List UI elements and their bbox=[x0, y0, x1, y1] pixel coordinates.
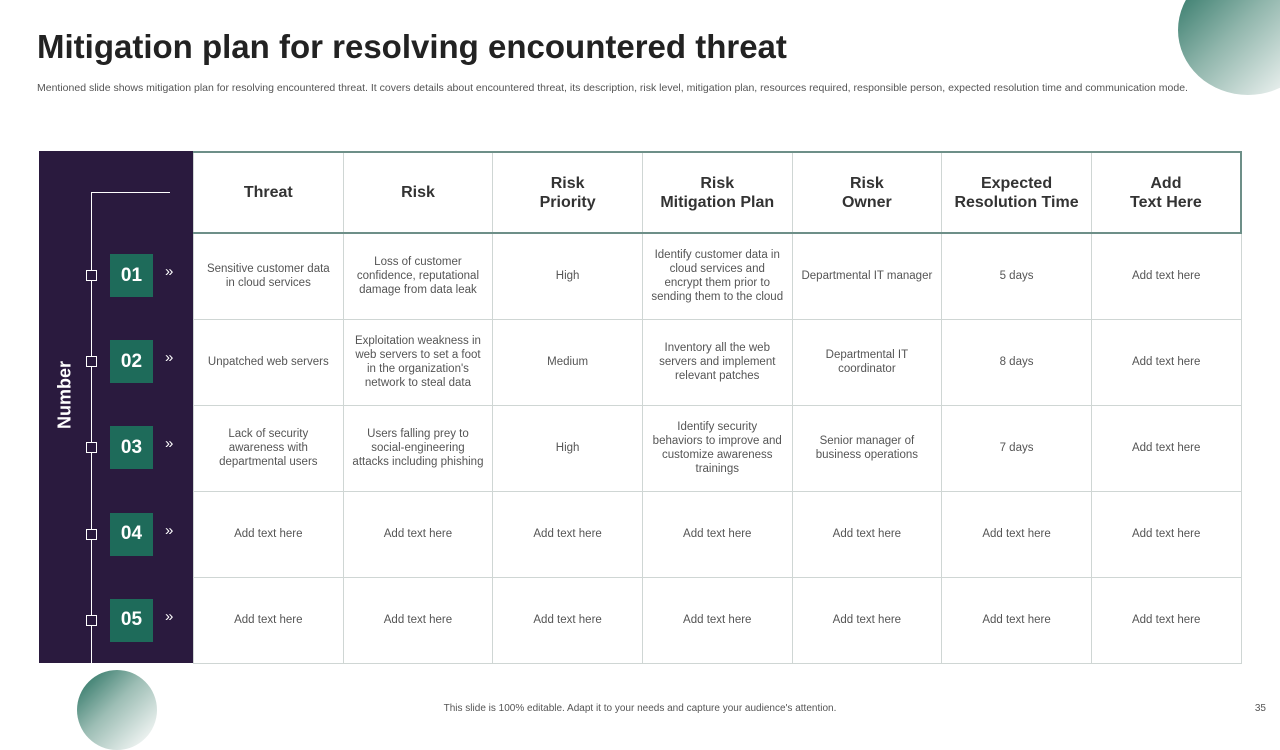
table-cell: Senior manager of business operations bbox=[792, 405, 942, 491]
table-cell: Add text here bbox=[792, 491, 942, 577]
timeline-marker bbox=[86, 356, 97, 367]
table-cell: 8 days bbox=[942, 319, 1092, 405]
chevron-right-icon: » bbox=[165, 349, 174, 367]
chevron-right-icon: » bbox=[165, 607, 174, 625]
table-cell: Identify customer data in cloud services and encrypt them prior to sending them to the cloud bbox=[642, 233, 792, 319]
column-header: Risk Priority bbox=[493, 152, 643, 233]
row-number-badge: 02 bbox=[110, 340, 153, 383]
number-label: Number bbox=[54, 360, 75, 430]
table-row bbox=[194, 233, 1242, 319]
timeline-marker bbox=[86, 615, 97, 626]
connector-line bbox=[91, 192, 92, 672]
table-cell: Add text here bbox=[792, 577, 942, 663]
table-cell: Add text here bbox=[942, 577, 1092, 663]
table-cell: Users falling prey to social-engineering attacks including phishing bbox=[343, 405, 493, 491]
table-row bbox=[194, 405, 1242, 491]
table-row bbox=[194, 319, 1242, 405]
decorative-circle bbox=[1178, 0, 1280, 95]
column-header: Add Text Here bbox=[1091, 152, 1241, 233]
table-cell: Medium bbox=[493, 319, 643, 405]
table-cell: Add text here bbox=[493, 577, 643, 663]
timeline-marker bbox=[86, 270, 97, 281]
table-cell: Lack of security awareness with departmental users bbox=[194, 405, 344, 491]
table-cell: Add text here bbox=[1091, 233, 1241, 319]
description: Mentioned slide shows mitigation plan for resolving encountered threat. It covers details about encountered threat, its description, risk level, mitigation plan, resources required, responsible person, expected resolution time and communication mode. bbox=[37, 82, 1188, 94]
chevron-right-icon: » bbox=[165, 521, 174, 539]
table-cell: Add text here bbox=[1091, 491, 1241, 577]
row-number-badge: 03 bbox=[110, 426, 153, 469]
table-cell: Exploitation weakness in web servers to set a foot in the organization's network to steal data bbox=[343, 319, 493, 405]
chevron-right-icon: » bbox=[165, 435, 174, 453]
table-cell: Add text here bbox=[942, 491, 1092, 577]
column-header: Risk bbox=[343, 152, 493, 233]
row-number-badge: 05 bbox=[110, 599, 153, 642]
table-cell: Loss of customer confidence, reputational damage from data leak bbox=[343, 233, 493, 319]
table-cell: Departmental IT manager bbox=[792, 233, 942, 319]
table-cell: Add text here bbox=[493, 491, 643, 577]
table-cell: Add text here bbox=[1091, 319, 1241, 405]
timeline-marker bbox=[86, 442, 97, 453]
column-header: Risk Mitigation Plan bbox=[642, 152, 792, 233]
table-row bbox=[194, 577, 1242, 663]
table-cell: High bbox=[493, 405, 643, 491]
table-cell: Add text here bbox=[343, 491, 493, 577]
page-number: 35 bbox=[1254, 703, 1266, 714]
table-cell: Add text here bbox=[642, 491, 792, 577]
table-cell: Add text here bbox=[1091, 405, 1241, 491]
table-cell: Add text here bbox=[1091, 577, 1241, 663]
column-header: Risk Owner bbox=[792, 152, 942, 233]
table-cell: Add text here bbox=[343, 577, 493, 663]
table-cell: Unpatched web servers bbox=[194, 319, 344, 405]
connector-line bbox=[91, 192, 170, 193]
table-cell: Add text here bbox=[194, 577, 344, 663]
table-cell: 5 days bbox=[942, 233, 1092, 319]
column-header: Expected Resolution Time bbox=[942, 152, 1092, 233]
mitigation-table bbox=[193, 151, 1242, 664]
table-cell: Add text here bbox=[642, 577, 792, 663]
timeline-marker bbox=[86, 529, 97, 540]
chevron-right-icon: » bbox=[165, 263, 174, 280]
row-number-badge: 04 bbox=[110, 513, 153, 556]
row-number-badge: 01 bbox=[110, 254, 153, 297]
page-title: Mitigation plan for resolving encountered threat bbox=[37, 28, 787, 65]
table-cell: Add text here bbox=[194, 491, 344, 577]
footer-note: This slide is 100% editable. Adapt it to your needs and capture your audience's attention. bbox=[443, 703, 837, 714]
table-cell: Sensitive customer data in cloud services bbox=[194, 233, 344, 319]
number-panel bbox=[39, 151, 194, 663]
column-header: Threat bbox=[194, 152, 344, 233]
table-cell: Departmental IT coordinator bbox=[792, 319, 942, 405]
table-cell: Inventory all the web servers and implement relevant patches bbox=[642, 319, 792, 405]
table-cell: 7 days bbox=[942, 405, 1092, 491]
table-cell: Identify security behaviors to improve and customize awareness trainings bbox=[642, 405, 792, 491]
table-cell: High bbox=[493, 233, 643, 319]
table-row bbox=[194, 491, 1242, 577]
